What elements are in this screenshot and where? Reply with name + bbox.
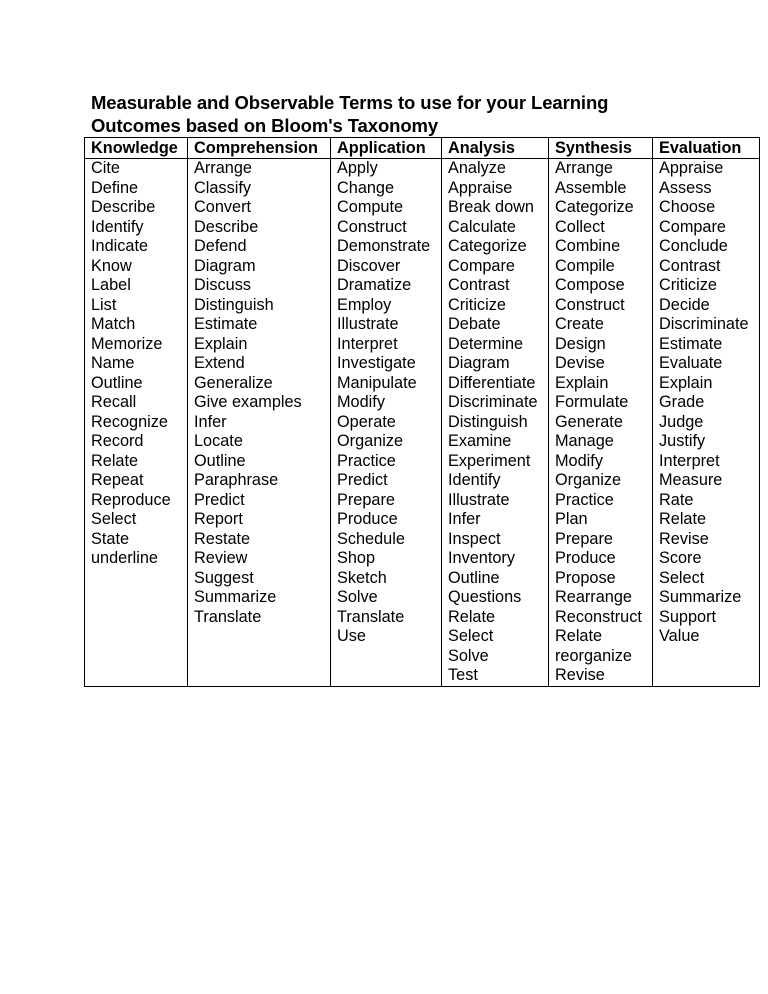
term-item: Organize (555, 471, 622, 489)
term-item: Diagram (194, 256, 256, 275)
column-terms-application (331, 159, 442, 687)
term-item: Practice (555, 490, 614, 509)
column-terms-analysis (442, 159, 549, 687)
term-item: Predict (194, 490, 245, 509)
term-item: Recall (91, 393, 137, 411)
term-item: Justify (659, 432, 706, 450)
term-item: Construct (337, 217, 407, 236)
column-terms-comprehension (188, 159, 331, 687)
term-item: Construct (555, 295, 625, 314)
term-item: Investigate (337, 354, 416, 372)
term-item: Discriminate (659, 315, 749, 333)
column-header-analysis: Analysis (442, 138, 549, 159)
term-item: Explain (194, 334, 248, 353)
column-header-synthesis: Synthesis (549, 138, 653, 159)
term-item: Categorize (555, 198, 634, 216)
term-item: Cite (91, 159, 120, 177)
term-item: Relate (91, 451, 139, 470)
term-item: Translate (337, 607, 405, 626)
term-item: Repeat (91, 471, 144, 489)
term-item: Convert (194, 198, 252, 216)
term-item: Describe (91, 198, 156, 216)
term-item: Evaluate (659, 354, 723, 372)
term-item: Revise (659, 529, 709, 548)
term-item: Criticize (448, 295, 506, 314)
term-item: Suggest (194, 568, 254, 587)
term-item: Plan (555, 510, 588, 528)
column-header-knowledge: Knowledge (85, 138, 188, 159)
term-item: Distinguish (194, 295, 274, 314)
term-item: Support (659, 607, 717, 626)
column-terms-evaluation (653, 159, 760, 687)
term-item: Practice (337, 451, 396, 470)
term-item: Differentiate (448, 373, 536, 392)
term-item: Diagram (448, 354, 510, 372)
term-item: List (91, 295, 117, 314)
term-item: Translate (194, 607, 262, 626)
term-item: Restate (194, 529, 251, 548)
term-item: Modify (337, 393, 385, 411)
term-item: Manage (555, 432, 614, 450)
term-item: Analyze (448, 159, 506, 177)
term-item: Generate (555, 412, 623, 431)
table-row (85, 159, 760, 687)
term-item: Discriminate (448, 393, 538, 411)
term-item: Grade (659, 393, 705, 411)
term-item: Select (91, 510, 137, 528)
term-item: Sketch (337, 568, 387, 587)
term-item: Calculate (448, 217, 516, 236)
term-item: Estimate (194, 315, 258, 333)
term-item: Summarize (659, 588, 742, 606)
term-item: Devise (555, 354, 605, 372)
term-item: Interpret (659, 451, 720, 470)
term-item: Appraise (659, 159, 724, 177)
term-item: Indicate (91, 237, 149, 255)
term-item: Discuss (194, 276, 251, 294)
term-item: Dramatize (337, 276, 412, 294)
term-item: Outline (194, 451, 246, 470)
term-item: Propose (555, 568, 616, 587)
term-item: Score (659, 549, 702, 567)
term-item: Report (194, 510, 243, 528)
term-item: Demonstrate (337, 237, 431, 255)
term-item: Rate (659, 490, 694, 509)
term-item: Classify (194, 178, 251, 197)
term-item: Value (659, 627, 700, 645)
term-item: Compare (659, 217, 726, 236)
column-header-application: Application (331, 138, 442, 159)
term-item: Measure (659, 471, 723, 489)
term-item: Discover (337, 256, 401, 275)
term-item: Rearrange (555, 588, 632, 606)
term-item: Manipulate (337, 373, 417, 392)
term-item: Determine (448, 334, 524, 353)
term-item: Know (91, 256, 132, 275)
term-item: Extend (194, 354, 245, 372)
term-item: Revise (555, 666, 605, 684)
term-item: Interpret (337, 334, 398, 353)
page-title-line-2: Outcomes based on Bloom's Taxonomy (91, 115, 439, 136)
term-item: Assess (659, 178, 712, 197)
term-item: Summarize (194, 588, 277, 606)
term-item: Debate (448, 315, 501, 333)
term-item: Prepare (337, 490, 395, 509)
term-item: Outline (448, 568, 500, 587)
term-item: Criticize (659, 276, 717, 294)
term-item: Relate (659, 510, 707, 528)
term-item: Prepare (555, 529, 613, 548)
term-item: Generalize (194, 373, 273, 392)
term-item: Recognize (91, 412, 168, 431)
term-item: Infer (448, 510, 481, 528)
term-item: Organize (337, 432, 404, 450)
term-item: Compare (448, 256, 515, 275)
term-item: Questions (448, 588, 522, 606)
term-item: Match (91, 315, 136, 333)
term-item: Identify (448, 471, 501, 489)
table-header-row (85, 138, 760, 159)
term-item: Conclude (659, 237, 728, 255)
term-item: Operate (337, 412, 396, 431)
term-item: Schedule (337, 529, 405, 548)
term-item: Identify (91, 217, 144, 236)
term-item: Design (555, 334, 606, 353)
term-item: underline (91, 549, 158, 567)
term-item: Select (448, 627, 494, 645)
term-item: Produce (337, 510, 398, 528)
term-item: Predict (337, 471, 388, 489)
term-item: Outline (91, 373, 143, 392)
term-item: Use (337, 627, 366, 645)
term-item: Give examples (194, 393, 302, 411)
column-header-evaluation: Evaluation (653, 138, 760, 159)
term-item: Distinguish (448, 412, 528, 431)
term-item: Break down (448, 198, 534, 216)
term-item: Contrast (448, 276, 510, 294)
term-item: Collect (555, 217, 605, 236)
bloom-taxonomy-table (84, 137, 760, 687)
term-item: Shop (337, 549, 376, 567)
term-item: Create (555, 315, 604, 333)
term-item: Explain (659, 373, 713, 392)
term-item: Employ (337, 295, 392, 314)
term-item: Examine (448, 432, 512, 450)
term-item: Choose (659, 198, 716, 216)
term-item: Describe (194, 217, 259, 236)
term-item: Experiment (448, 451, 531, 470)
term-item: Solve (448, 646, 489, 665)
term-item: Arrange (194, 159, 252, 177)
term-item: Test (448, 666, 478, 684)
term-item: Modify (555, 451, 603, 470)
term-item: Estimate (659, 334, 723, 353)
column-terms-synthesis (549, 159, 653, 687)
term-item: Compile (555, 256, 615, 275)
term-item: Locate (194, 432, 243, 450)
term-item: Compute (337, 198, 404, 216)
term-item: Relate (555, 627, 603, 645)
term-item: Relate (448, 607, 496, 626)
term-item: Name (91, 354, 135, 372)
term-item: Contrast (659, 256, 721, 275)
term-item: Formulate (555, 393, 629, 411)
term-item: Review (194, 549, 248, 567)
term-item: Assemble (555, 178, 627, 197)
term-item: Inventory (448, 549, 515, 567)
term-item: Combine (555, 237, 621, 255)
term-item: Appraise (448, 178, 513, 197)
term-item: Compose (555, 276, 625, 294)
page-title (91, 91, 731, 137)
term-item: Arrange (555, 159, 613, 177)
term-item: Solve (337, 588, 378, 606)
column-header-comprehension: Comprehension (188, 138, 331, 159)
page-title-line-1: Measurable and Observable Terms to use for your Learning (91, 92, 609, 113)
term-item: Record (91, 432, 144, 450)
term-item: Select (659, 568, 705, 587)
term-item: Explain (555, 373, 609, 392)
term-item: Judge (659, 412, 704, 431)
term-item: reorganize (555, 646, 632, 665)
term-item: Illustrate (448, 490, 510, 509)
term-item: Reconstruct (555, 607, 642, 626)
term-item: Illustrate (337, 315, 399, 333)
term-item: Decide (659, 295, 710, 314)
term-item: Memorize (91, 334, 163, 353)
term-item: Label (91, 276, 131, 294)
term-item: Defend (194, 237, 247, 255)
term-item: Define (91, 178, 139, 197)
term-item: Produce (555, 549, 616, 567)
term-item: Reproduce (91, 490, 171, 509)
term-item: Paraphrase (194, 471, 279, 489)
term-item: Infer (194, 412, 227, 431)
column-terms-knowledge (85, 159, 188, 687)
term-item: Categorize (448, 237, 527, 255)
term-item: Inspect (448, 529, 501, 548)
term-item: State (91, 529, 130, 548)
term-item: Change (337, 178, 395, 197)
term-item: Apply (337, 159, 378, 177)
